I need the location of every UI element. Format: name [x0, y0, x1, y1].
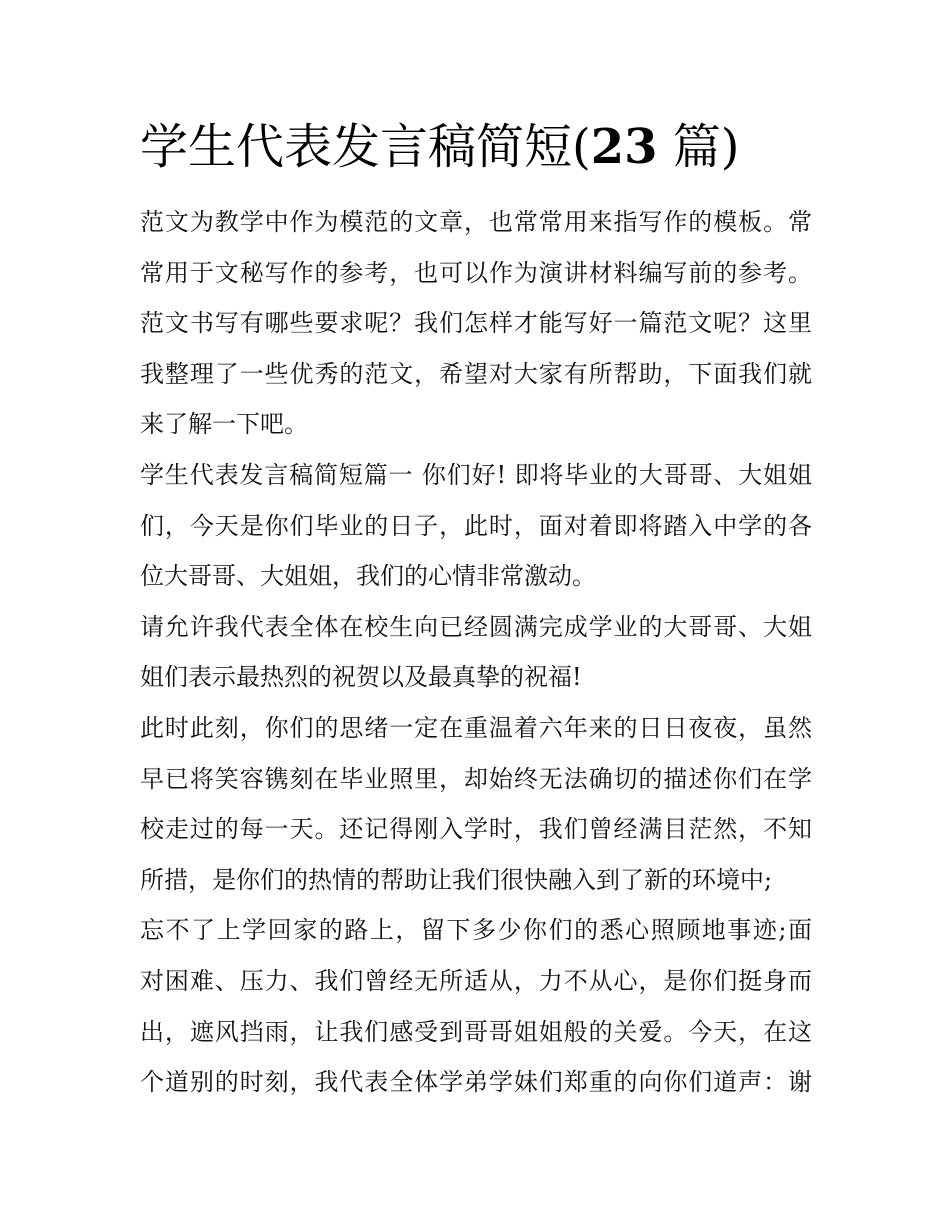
text-line: 姐们表示最热烈的祝贺以及最真挚的祝福! — [140, 663, 582, 692]
text-line: 常用于文秘写作的参考，也可以作为演讲材料编写前的参考。 — [140, 258, 812, 287]
title-main: 学生代表发言稿简短( — [140, 119, 591, 175]
text-line: 个道别的时刻，我代表全体学弟学妹们郑重的向你们道声：谢 — [140, 1068, 812, 1097]
title-number: 23 — [590, 119, 658, 175]
text-line: 来了解一下吧。 — [140, 410, 308, 439]
text-line: 校走过的每一天。还记得刚入学时，我们曾经满目茫然，不知 — [140, 815, 812, 844]
text-line: 学生代表发言稿简短篇一 你们好! 即将毕业的大哥哥、大姐姐 — [140, 460, 812, 489]
document-title — [140, 112, 840, 182]
text-line: 此时此刻，你们的思绪一定在重温着六年来的日日夜夜，虽然 — [140, 713, 812, 742]
text-line: 范文为教学中作为模范的文章，也常常用来指写作的模板。常 — [140, 208, 812, 236]
text-line: 位大哥哥、大姐姐，我们的心情非常激动。 — [140, 562, 596, 591]
text-line: 出，遮风挡雨，让我们感受到哥哥姐姐般的关爱。今天，在这 — [140, 1017, 812, 1046]
text-line: 忘不了上学回家的路上，留下多少你们的悉心照顾地事迹;面 — [140, 916, 812, 945]
title-tail: 篇) — [657, 119, 740, 175]
text-line: 早已将笑容镌刻在毕业照里，却始终无法确切的描述你们在学 — [140, 764, 812, 793]
document-body — [140, 197, 812, 1108]
text-line: 所措，是你们的热情的帮助让我们很快融入到了新的环境中; — [140, 865, 773, 894]
text-line: 我整理了一些优秀的范文，希望对大家有所帮助，下面我们就 — [140, 359, 812, 388]
text-line: 们，今天是你们毕业的日子，此时，面对着即将踏入中学的各 — [140, 511, 812, 540]
text-line: 请允许我代表全体在校生向已经圆满完成学业的大哥哥、大姐 — [140, 612, 812, 641]
text-line: 对困难、压力、我们曾经无所适从，力不从心，是你们挺身而 — [140, 966, 812, 995]
text-line: 范文书写有哪些要求呢？我们怎样才能写好一篇范文呢？这里 — [140, 309, 812, 338]
